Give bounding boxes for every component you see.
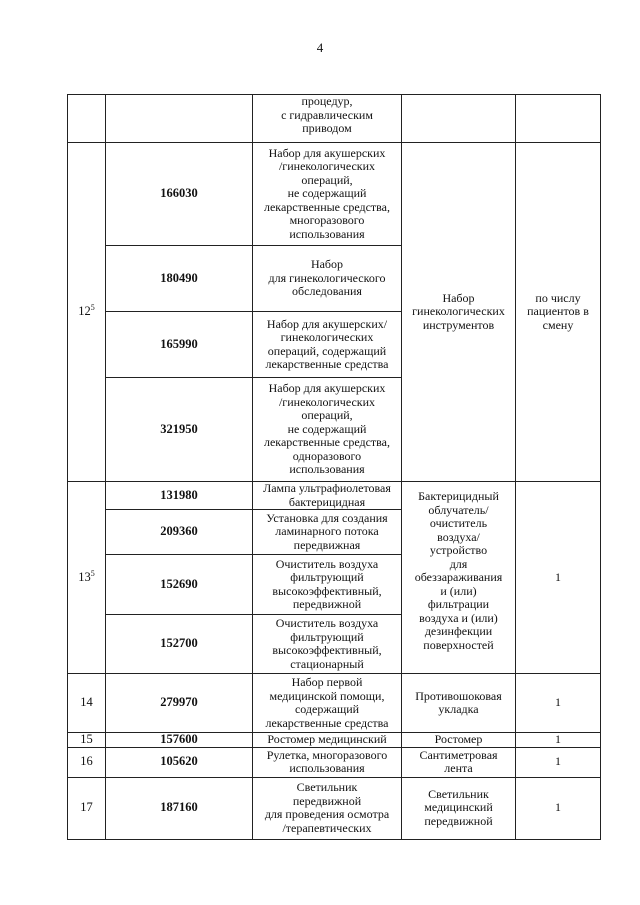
code-cell: 152700 [106, 615, 253, 674]
row-number-cell: 15 [68, 733, 106, 748]
table-row [68, 482, 601, 510]
name-cell: Противошоковая укладка [402, 674, 516, 733]
description-cell: процедур, с гидравлическим приводом [253, 95, 402, 143]
quantity-cell: 1 [516, 747, 601, 777]
table-row [68, 747, 601, 777]
quantity-cell: 1 [516, 777, 601, 839]
description-cell: Набор для гинекологического обследования [253, 246, 402, 312]
row-number-cell [68, 482, 106, 674]
description-cell: Очиститель воздуха фильтрующий высокоэффективный, стационарный [253, 615, 402, 674]
code-cell: 187160 [106, 777, 253, 839]
row-number-cell: 14 [68, 674, 106, 733]
table-row [68, 143, 601, 246]
code-cell: 105620 [106, 747, 253, 777]
code-cell: 279970 [106, 674, 253, 733]
description-cell: Ростомер медицинский [253, 733, 402, 748]
page-number: 4 [316, 40, 324, 55]
row-number-cell: 17 [68, 777, 106, 839]
name-cell: Ростомер [402, 733, 516, 748]
quantity-cell: по числу пациентов в смену [516, 143, 601, 482]
table-row [68, 95, 601, 143]
table-row [68, 674, 601, 733]
row-number-superscript: 5 [90, 568, 95, 578]
code-cell: 152690 [106, 555, 253, 615]
code-cell: 209360 [106, 510, 253, 555]
quantity-cell [516, 95, 601, 143]
description-cell: Набор для акушерских /гинекологических операций, не содержащий лекарственные средства, многоразового использования [253, 143, 402, 246]
row-number-cell [68, 143, 106, 482]
table-row [68, 733, 601, 748]
code-cell: 165990 [106, 312, 253, 378]
code-cell: 180490 [106, 246, 253, 312]
row-number-cell: 16 [68, 747, 106, 777]
quantity-cell: 1 [516, 733, 601, 748]
description-cell: Набор для акушерских/ гинекологических операций, содержащий лекарственные средства [253, 312, 402, 378]
row-number-cell [68, 95, 106, 143]
quantity-cell: 1 [516, 674, 601, 733]
description-cell: Рулетка, многоразового использования [253, 747, 402, 777]
code-cell: 321950 [106, 378, 253, 482]
description-cell: Набор первой медицинской помощи, содержащий лекарственные средства [253, 674, 402, 733]
name-cell: Сантиметровая лента [402, 747, 516, 777]
code-cell: 131980 [106, 482, 253, 510]
description-cell: Установка для создания ламинарного потока передвижная [253, 510, 402, 555]
name-cell: Набор гинекологических инструментов [402, 143, 516, 482]
row-number: 12 [78, 304, 91, 319]
code-cell: 166030 [106, 143, 253, 246]
equipment-table [67, 94, 601, 840]
row-number: 13 [78, 569, 91, 584]
name-cell: Светильник медицинский передвижной [402, 777, 516, 839]
code-cell [106, 95, 253, 143]
description-cell: Набор для акушерских /гинекологических операций, не содержащий лекарственные средства, одноразового использования [253, 378, 402, 482]
row-number-superscript: 5 [90, 303, 95, 313]
name-cell: Бактерицидный облучатель/ очиститель воздуха/ устройство для обеззараживания и (или) фильтрации воздуха и (или) дезинфекции поверхностей [402, 482, 516, 674]
table-row [68, 777, 601, 839]
description-cell: Очиститель воздуха фильтрующий высокоэффективный, передвижной [253, 555, 402, 615]
name-cell [402, 95, 516, 143]
code-cell: 157600 [106, 733, 253, 748]
quantity-cell: 1 [516, 482, 601, 674]
description-cell: Светильник передвижной для проведения осмотра /терапевтических [253, 777, 402, 839]
description-cell: Лампа ультрафиолетовая бактерицидная [253, 482, 402, 510]
